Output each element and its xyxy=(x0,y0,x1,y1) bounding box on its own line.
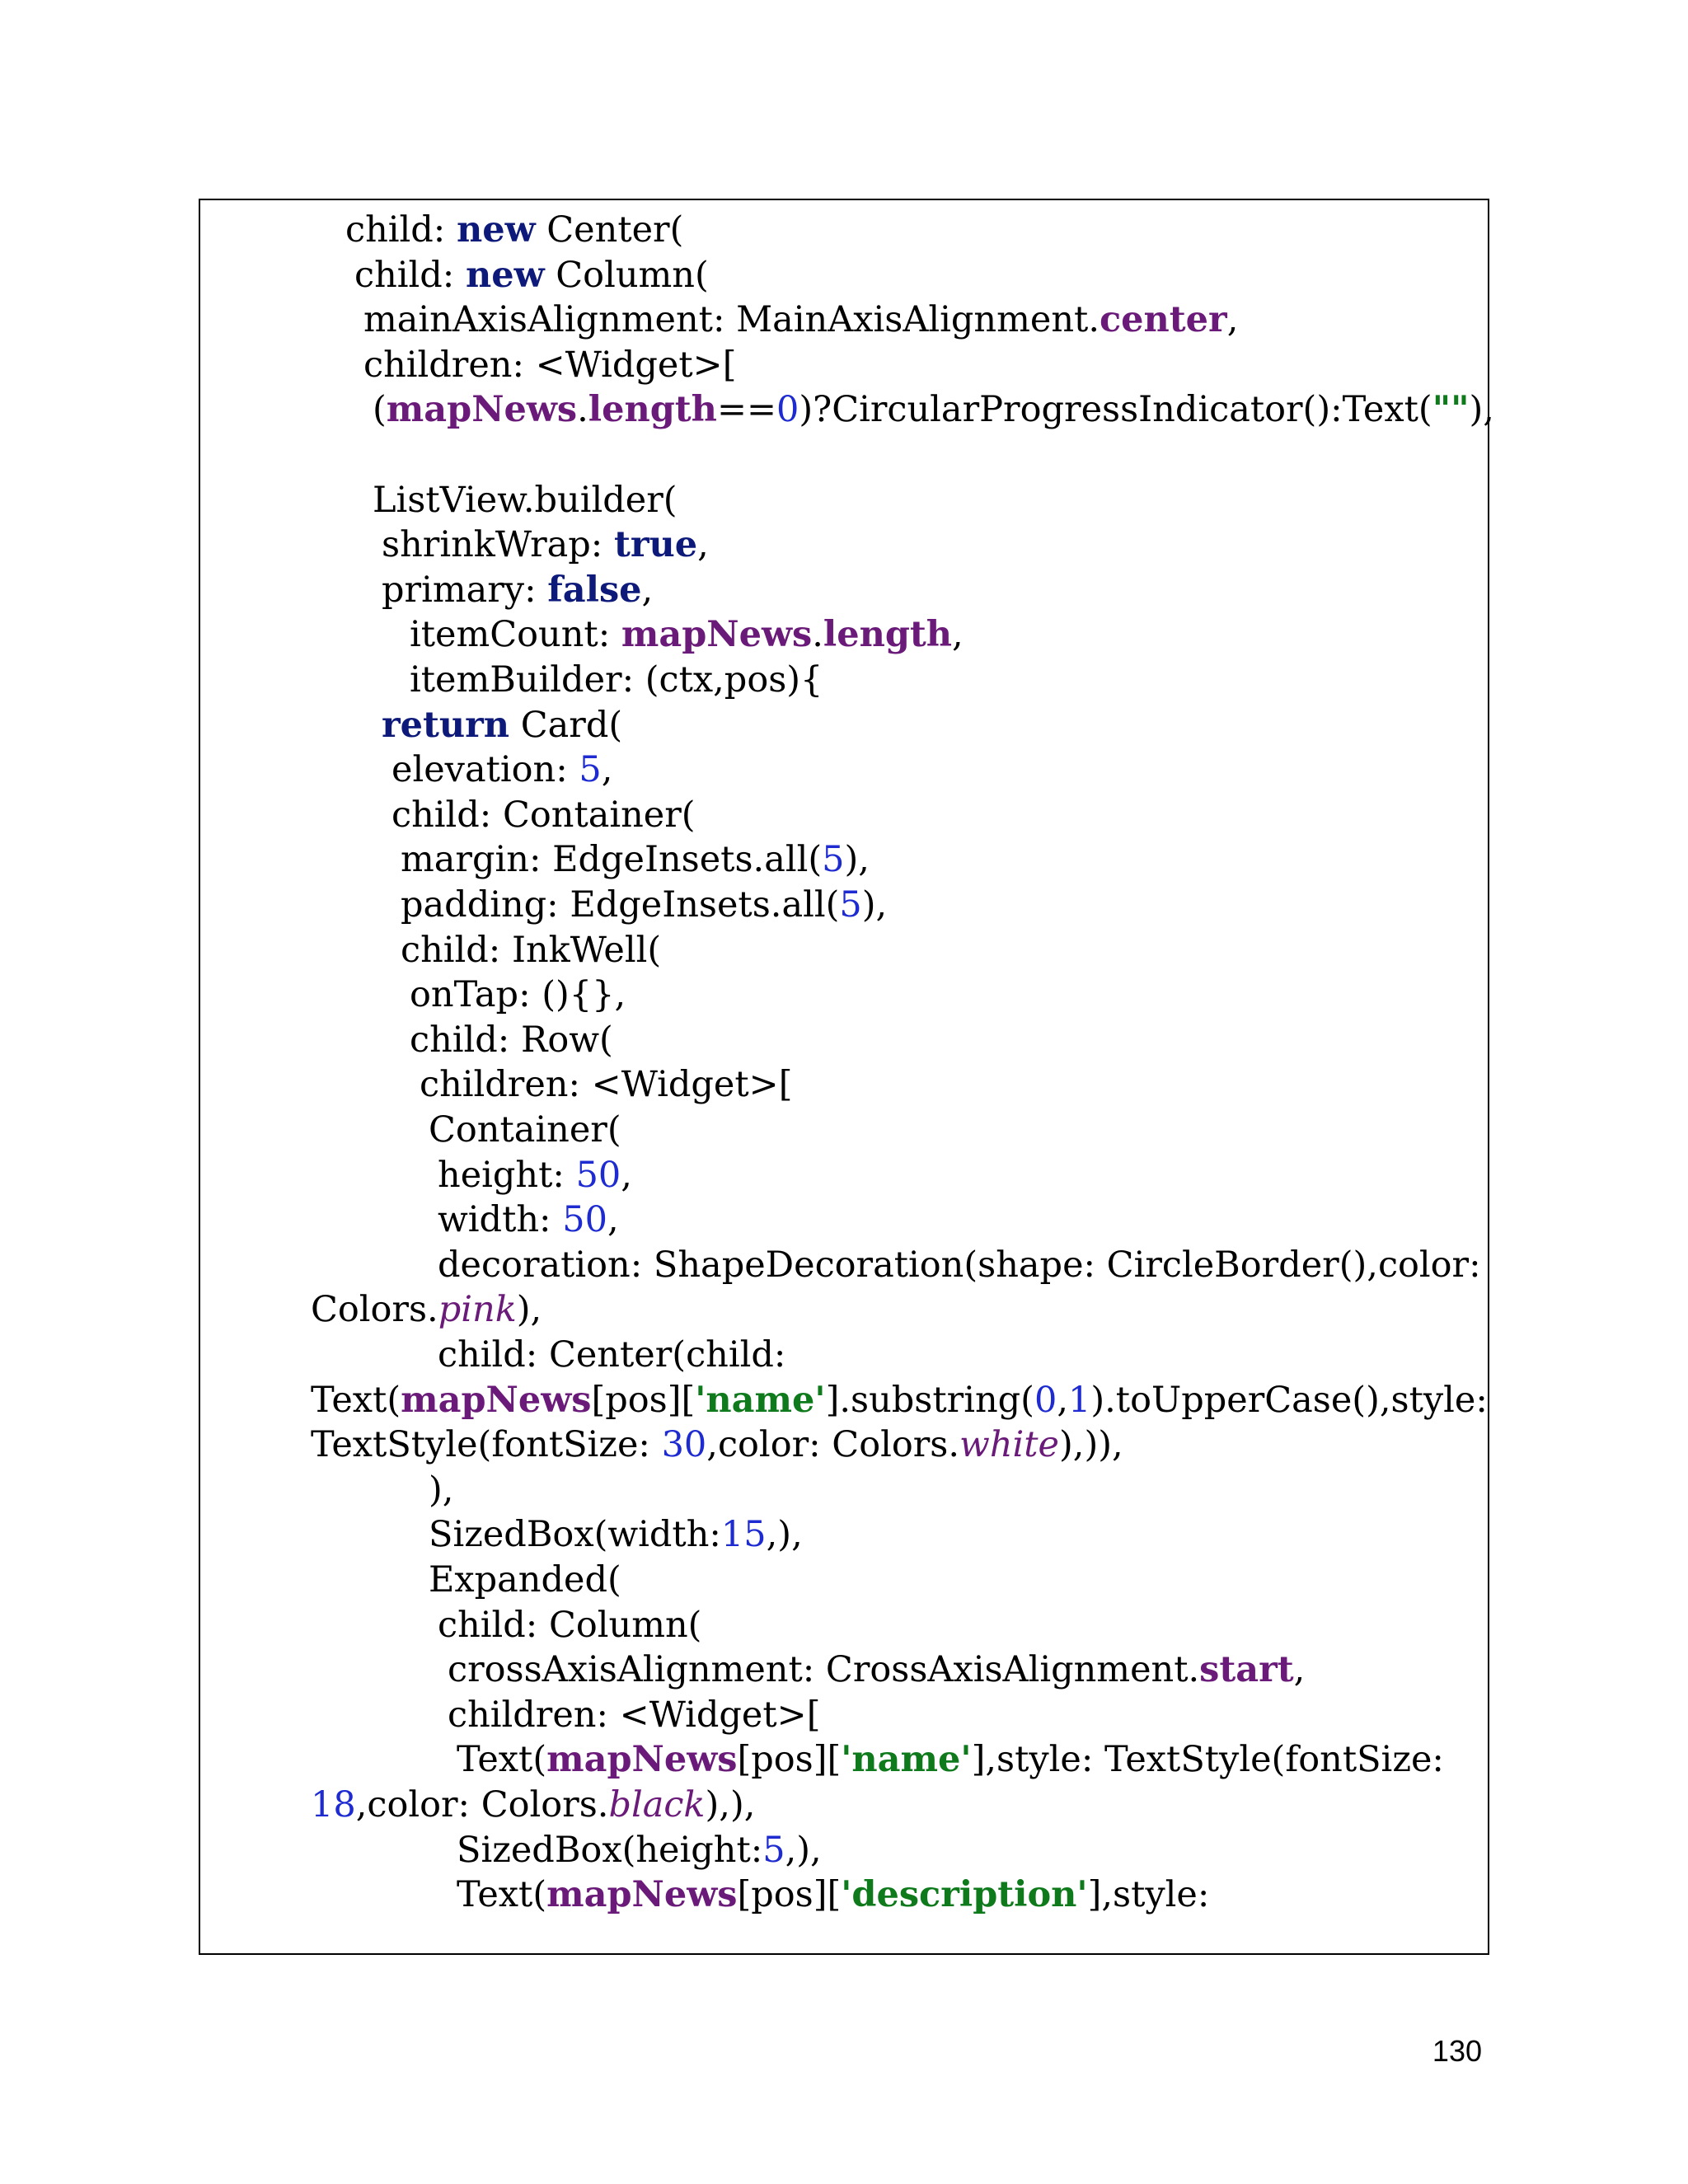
code-token: , xyxy=(1226,299,1239,341)
code-line xyxy=(438,1333,785,1378)
code-token-num: 18 xyxy=(311,1784,356,1825)
code-token-num: 1 xyxy=(1067,1379,1091,1421)
code-line xyxy=(410,658,823,703)
code-token: itemBuilder: (ctx,pos){ xyxy=(410,659,823,701)
code-listing-box xyxy=(199,199,1494,1955)
code-token: Container( xyxy=(429,1109,621,1151)
code-token: Colors. xyxy=(311,1289,438,1331)
code-token-field: length xyxy=(588,389,717,431)
code-line xyxy=(392,793,696,838)
code-line xyxy=(373,387,1494,433)
code-token-str: "" xyxy=(1432,389,1470,431)
code-token-kw: new xyxy=(465,254,545,296)
code-line xyxy=(311,1783,755,1828)
code-token: Expanded( xyxy=(429,1559,621,1601)
code-token: ],style: TextStyle(fontSize: xyxy=(971,1739,1444,1781)
code-token-field: length xyxy=(823,614,953,656)
code-token: ), xyxy=(1469,389,1494,431)
code-token: onTap: (){}, xyxy=(410,974,626,1016)
code-token: Center( xyxy=(535,209,684,251)
code-token-num: 5 xyxy=(579,749,602,791)
code-token-num: 5 xyxy=(839,884,862,926)
code-token: ), xyxy=(429,1469,454,1511)
code-token-kw: new xyxy=(456,209,536,251)
code-token: child: Container( xyxy=(392,794,696,836)
code-token: primary: xyxy=(382,569,548,611)
code-token-kw: false xyxy=(547,569,642,611)
code-token: ,color: Colors. xyxy=(706,1424,960,1466)
page-number: 130 xyxy=(1432,2034,1482,2068)
code-line xyxy=(429,1512,803,1558)
code-token-str: 'name' xyxy=(841,1739,972,1781)
code-token: ,color: Colors. xyxy=(355,1784,609,1825)
code-token: child: Column( xyxy=(438,1604,702,1646)
code-token: TextStyle(fontSize: xyxy=(311,1424,662,1466)
code-token: ), xyxy=(844,839,870,881)
code-line xyxy=(392,748,612,793)
code-token: child: xyxy=(345,209,457,251)
code-token: shrinkWrap: xyxy=(382,524,614,566)
code-line xyxy=(382,703,622,748)
code-line xyxy=(457,1828,822,1873)
code-line xyxy=(438,1603,701,1648)
code-line xyxy=(311,1287,542,1333)
code-line xyxy=(311,1422,1123,1468)
code-line xyxy=(448,1647,1305,1693)
code-token: height: xyxy=(438,1154,576,1196)
code-token: ),)), xyxy=(1059,1424,1123,1466)
code-token: children: <Widget>[ xyxy=(448,1694,821,1736)
code-token: )?CircularProgressIndicator():Text( xyxy=(799,389,1432,431)
code-token: ListView.builder( xyxy=(373,479,678,521)
code-token: child: Row( xyxy=(410,1019,613,1061)
code-line xyxy=(410,612,964,658)
code-token: [pos][ xyxy=(737,1874,842,1916)
code-line xyxy=(363,298,1238,343)
code-token: ],style: xyxy=(1087,1874,1210,1916)
code-token-field: start xyxy=(1199,1649,1294,1691)
code-token: Text( xyxy=(311,1379,401,1421)
code-token: , xyxy=(1057,1379,1068,1421)
code-line xyxy=(438,1197,619,1243)
code-token: , xyxy=(697,524,709,566)
code-line xyxy=(457,1737,1444,1783)
code-token: children: <Widget>[ xyxy=(420,1064,793,1106)
code-token: child: InkWell( xyxy=(401,929,662,971)
code-token-field: mapNews xyxy=(386,389,578,431)
code-token: ( xyxy=(373,389,387,431)
code-token: ].substring( xyxy=(825,1379,1034,1421)
code-token: children: <Widget>[ xyxy=(363,344,737,386)
code-token-num: 5 xyxy=(762,1829,785,1871)
code-line xyxy=(438,1243,1481,1288)
code-token: [pos][ xyxy=(591,1379,696,1421)
code-line xyxy=(448,1693,820,1738)
code-token: width: xyxy=(438,1199,563,1241)
code-token: padding: EdgeInsets.all( xyxy=(401,884,840,926)
code-token-enum: white xyxy=(959,1424,1059,1466)
code-token: . xyxy=(577,389,588,431)
code-token: mainAxisAlignment: MainAxisAlignment. xyxy=(363,299,1100,341)
code-token: . xyxy=(812,614,823,656)
code-token-str: 'name' xyxy=(695,1379,826,1421)
code-line xyxy=(363,343,736,388)
code-token-num: 0 xyxy=(1034,1379,1057,1421)
code-token: ), xyxy=(516,1289,542,1331)
code-token-num: 30 xyxy=(661,1424,707,1466)
code-token: ,), xyxy=(766,1514,803,1556)
code-token: , xyxy=(641,569,654,611)
code-token: SizedBox(height: xyxy=(457,1829,763,1871)
code-token: , xyxy=(601,749,613,791)
code-token-field: mapNews xyxy=(546,1739,738,1781)
code-line xyxy=(429,1558,621,1603)
code-line xyxy=(373,478,678,523)
code-token: == xyxy=(716,389,776,431)
code-token: itemCount: xyxy=(410,614,621,656)
code-line xyxy=(382,568,653,613)
code-token: child: xyxy=(354,254,466,296)
code-token-num: 15 xyxy=(720,1514,767,1556)
code-token: , xyxy=(1293,1649,1306,1691)
code-token: elevation: xyxy=(392,749,579,791)
code-token-field: mapNews xyxy=(546,1874,738,1916)
code-token: margin: EdgeInsets.all( xyxy=(401,839,823,881)
code-token-num: 5 xyxy=(822,839,845,881)
code-line xyxy=(429,1468,453,1513)
code-token: child: Center(child: xyxy=(438,1334,786,1376)
code-token-field: mapNews xyxy=(401,1379,592,1421)
code-token-str: 'description' xyxy=(841,1874,1088,1916)
code-token-field: center xyxy=(1100,299,1227,341)
code-line xyxy=(401,883,887,928)
code-token: ).toUpperCase(),style: xyxy=(1090,1379,1488,1421)
code-token-num: 0 xyxy=(776,389,799,431)
code-line xyxy=(410,1018,613,1063)
code-line xyxy=(410,972,626,1018)
code-line xyxy=(311,1378,1488,1423)
code-line xyxy=(420,1062,792,1108)
code-line xyxy=(345,208,683,253)
code-token: ),), xyxy=(705,1784,756,1825)
code-line xyxy=(382,523,709,568)
code-token: Card( xyxy=(509,704,623,746)
code-line xyxy=(429,1108,621,1153)
code-listing xyxy=(200,200,1494,1953)
code-line xyxy=(438,1153,632,1198)
code-token: [pos][ xyxy=(737,1739,842,1781)
code-token-enum: pink xyxy=(438,1289,517,1331)
code-token-num: 50 xyxy=(562,1199,607,1241)
code-token: ), xyxy=(861,884,888,926)
code-token-field: mapNews xyxy=(621,614,813,656)
code-token-kw: return xyxy=(382,704,510,746)
code-token: crossAxisAlignment: CrossAxisAlignment. xyxy=(448,1649,1200,1691)
code-line xyxy=(354,253,709,298)
code-token-enum: black xyxy=(608,1784,706,1825)
code-line xyxy=(401,837,870,883)
code-token: , xyxy=(607,1199,619,1241)
code-token: Text( xyxy=(457,1874,547,1916)
code-token: ,), xyxy=(785,1829,822,1871)
code-token: , xyxy=(621,1154,632,1196)
code-token: Column( xyxy=(544,254,709,296)
code-line xyxy=(457,1872,1209,1918)
code-token: , xyxy=(952,614,964,656)
code-line xyxy=(401,928,661,973)
code-token: SizedBox(width: xyxy=(429,1514,721,1556)
code-token-num: 50 xyxy=(575,1154,621,1196)
code-token: Text( xyxy=(457,1739,547,1781)
code-token-kw: true xyxy=(613,524,698,566)
code-token: decoration: ShapeDecoration(shape: CircleBorder(),color: xyxy=(438,1244,1481,1286)
